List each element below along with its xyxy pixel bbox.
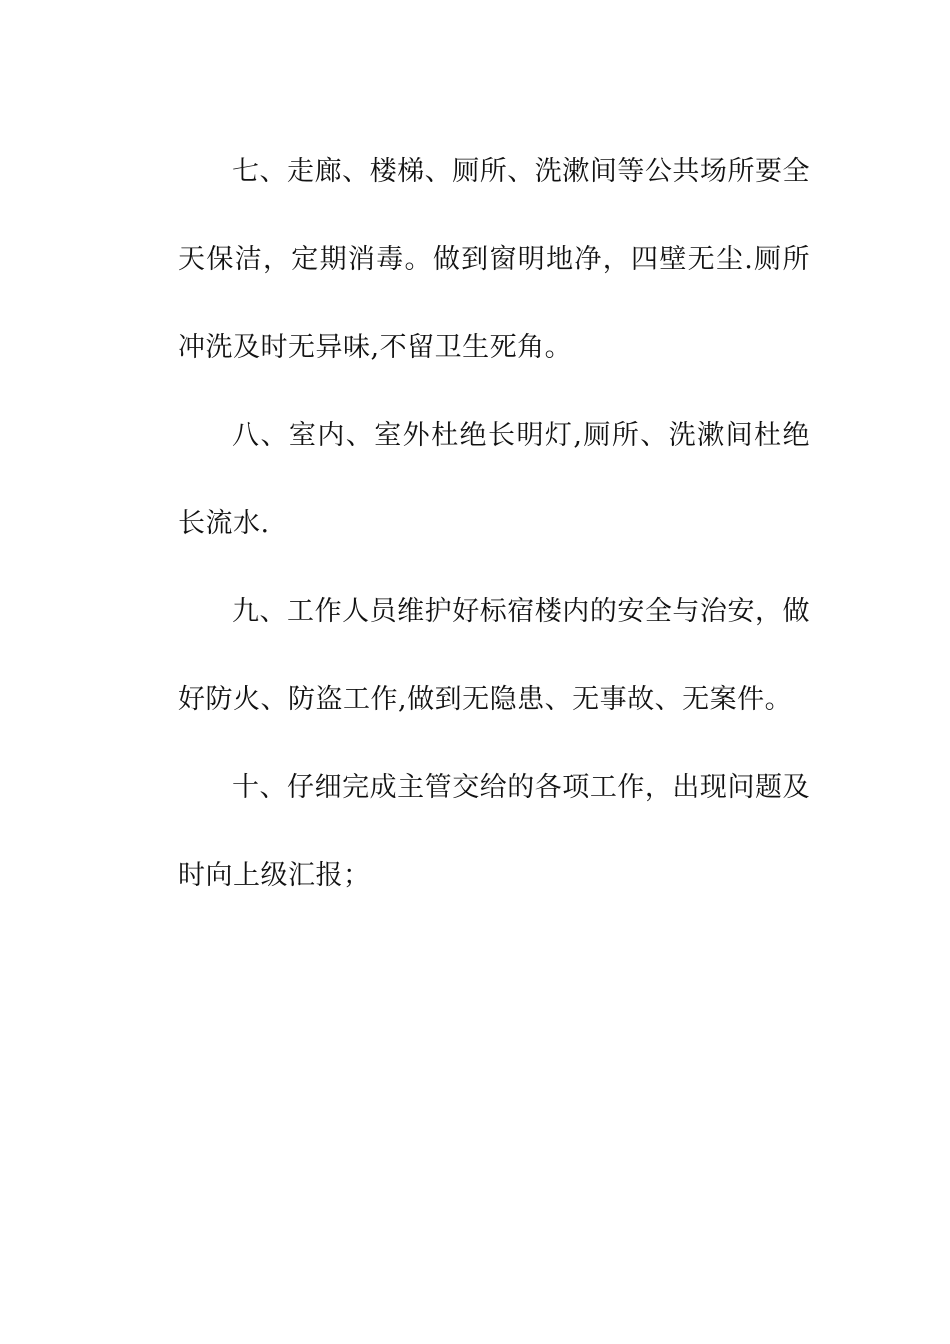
- paragraph-8: 八、室内、室外杜绝长明灯,厕所、洗漱间杜绝长流水.: [178, 420, 810, 539]
- document-body: [178, 128, 810, 920]
- paragraph-7: 七、走廊、楼梯、厕所、洗漱间等公共场所要全天保洁，定期消毒。做到窗明地净，四壁无尘.厕所冲洗及时无异味,不留卫生死角。: [178, 156, 810, 363]
- paragraph-9: 九、工作人员维护好标宿楼内的安全与治安，做好防火、防盗工作,做到无隐患、无事故、无案件。: [178, 596, 810, 715]
- paragraph-10: 十、仔细完成主管交给的各项工作，出现问题及时向上级汇报；: [178, 772, 810, 891]
